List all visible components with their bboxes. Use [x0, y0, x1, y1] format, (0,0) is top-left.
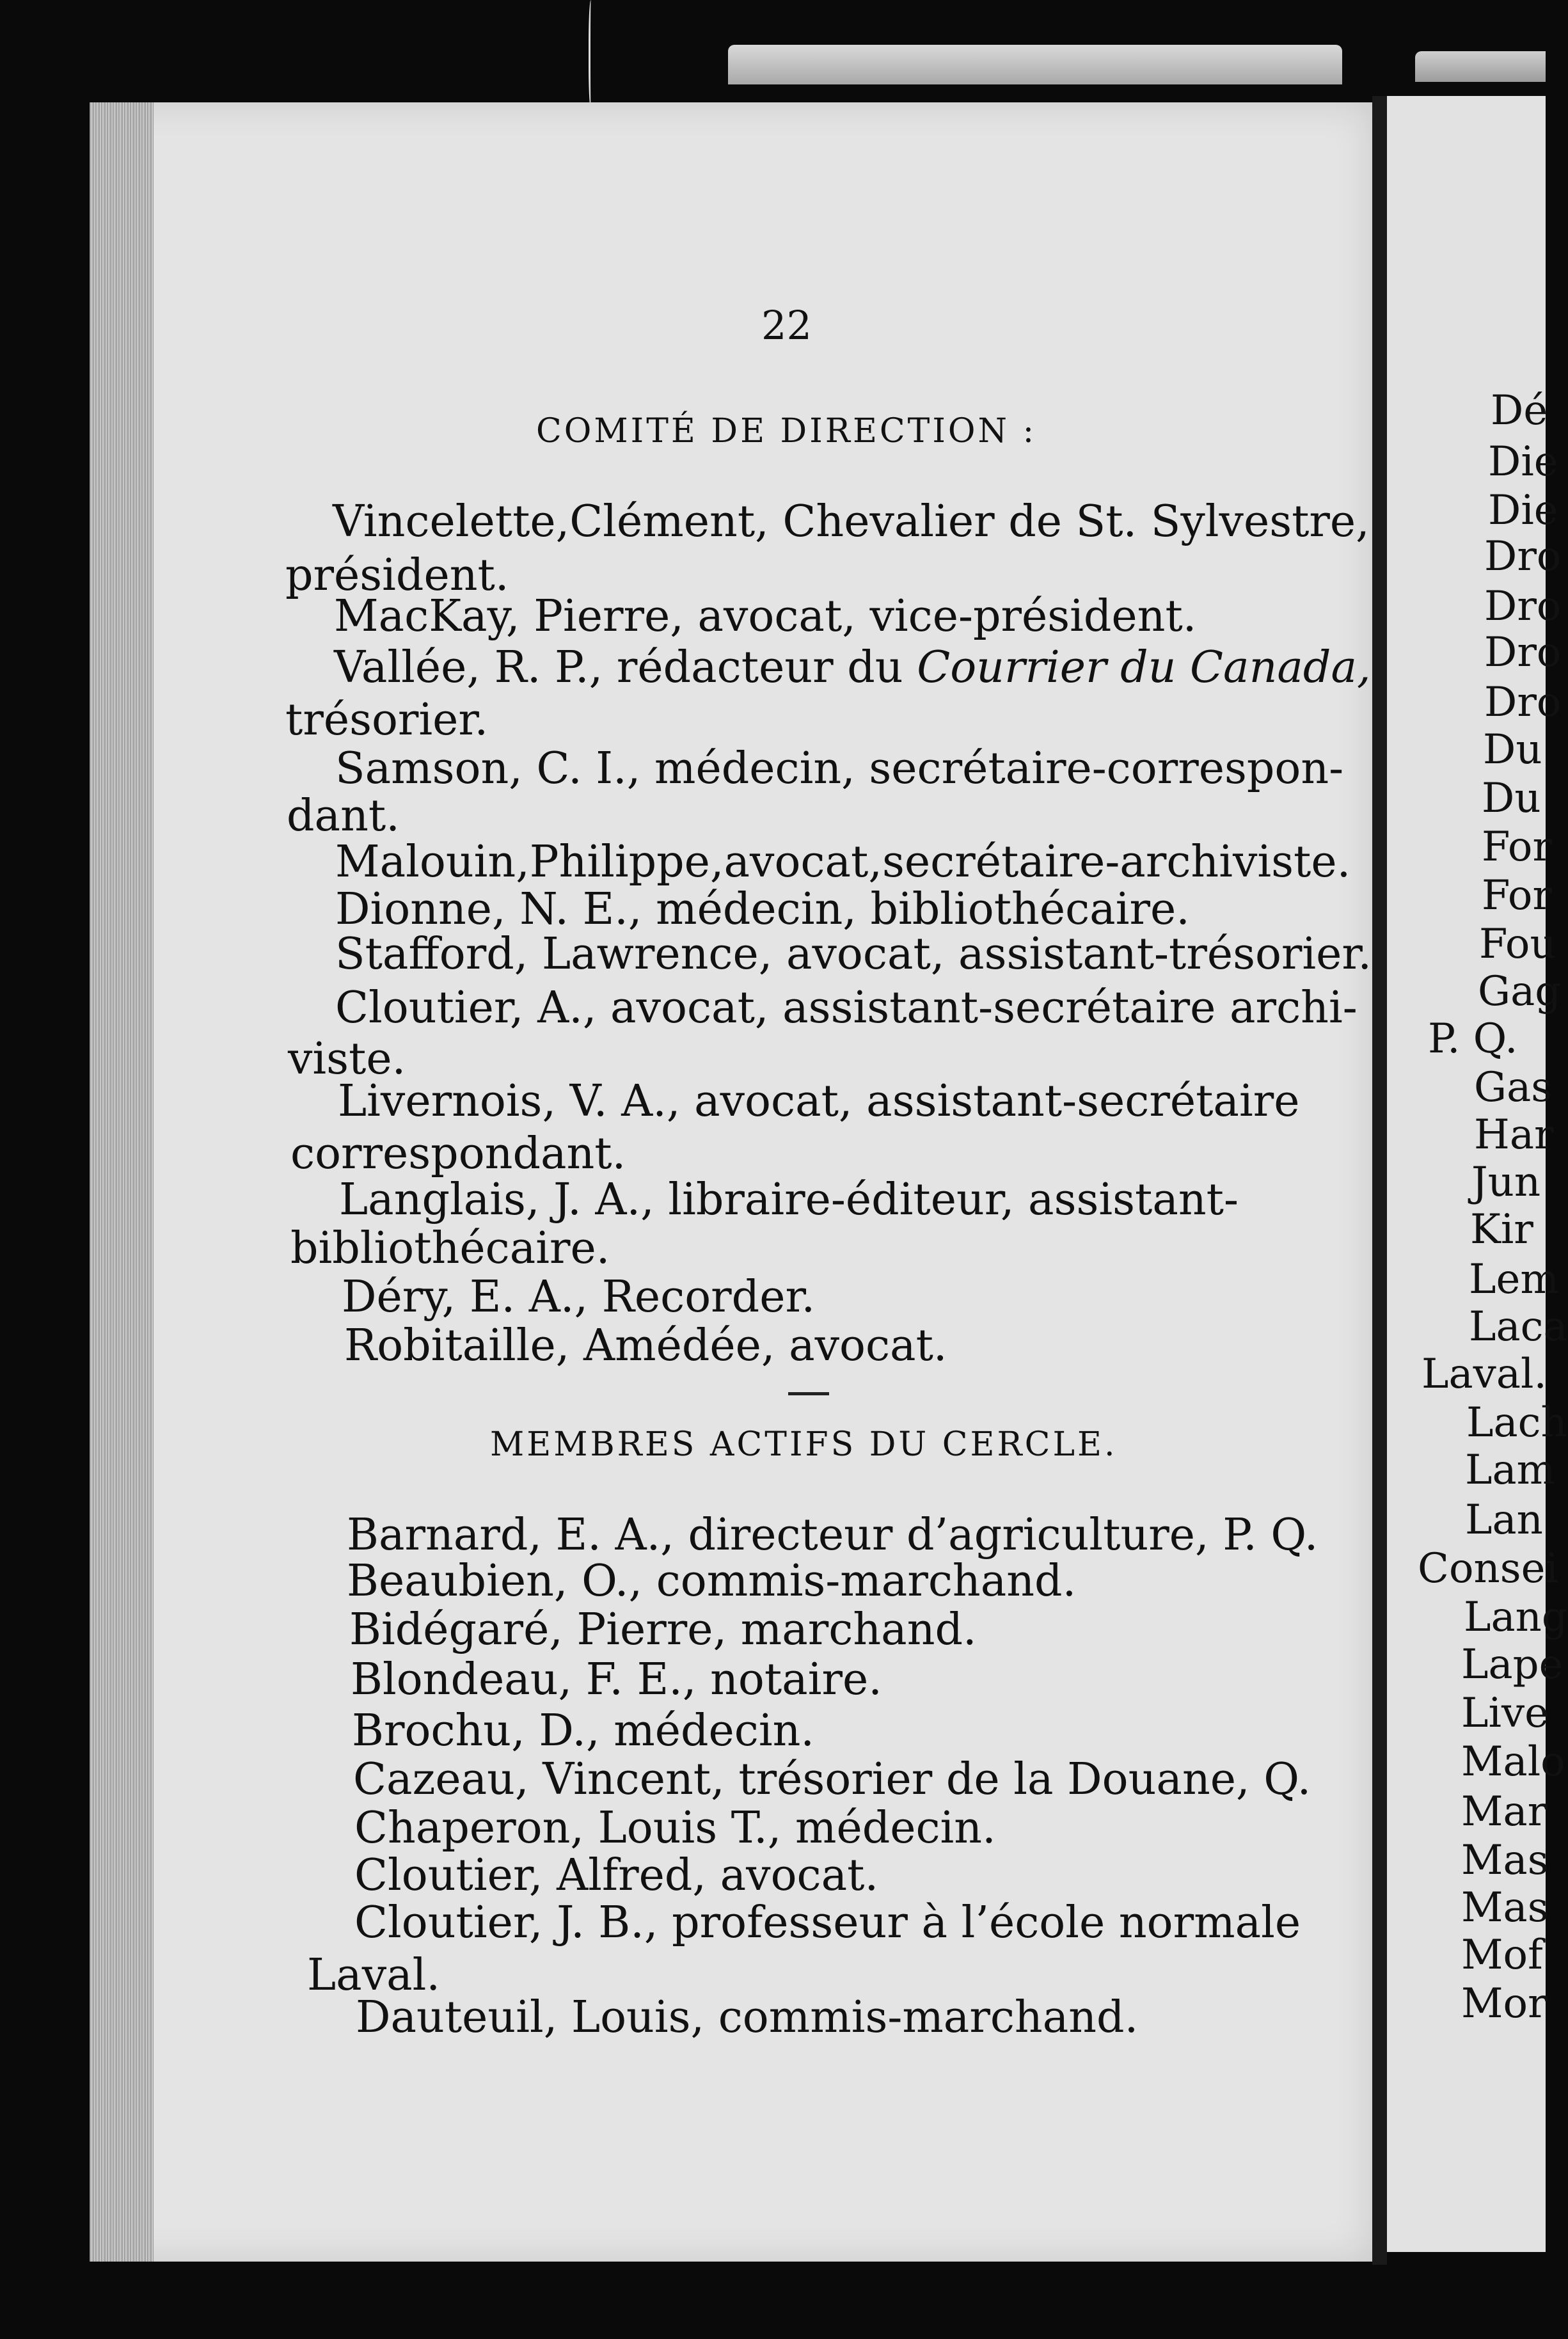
committee-line: Livernois, V. A., avocat, assistant-secrétaire — [338, 1076, 1300, 1127]
right-page-fragment: Mof — [1461, 1931, 1543, 1979]
right-page-fragment: Dro — [1484, 533, 1562, 580]
committee-line: Langlais, J. A., libraire-éditeur, assistant- — [339, 1175, 1239, 1225]
member-line: Bidégaré, Pierre, marchand. — [349, 1605, 977, 1655]
right-page-tab — [1415, 51, 1546, 82]
committee-line: dant. — [287, 791, 400, 841]
right-page-fragment: For — [1482, 872, 1553, 919]
left-page-tab — [728, 45, 1342, 84]
right-page-fragment: Lan — [1465, 1496, 1543, 1544]
committee-line: président. — [285, 550, 509, 601]
committee-line: Robitaille, Amédée, avocat. — [344, 1320, 947, 1371]
right-page-fragment: Du — [1482, 775, 1541, 822]
right-page-fragment: Live — [1461, 1690, 1549, 1737]
section-divider — [788, 1392, 829, 1395]
right-page-fragment: Mor — [1461, 1980, 1548, 2027]
newspaper-title: Courrier du Canada, — [917, 642, 1371, 693]
right-page-fragment: Laval. — [1421, 1351, 1547, 1398]
member-line: Chaperon, Louis T., médecin. — [354, 1803, 996, 1853]
right-page-fragment: Malo — [1461, 1738, 1565, 1786]
right-page-fragment: Mas — [1461, 1837, 1549, 1884]
right-page-fragment: Dro — [1484, 629, 1562, 676]
book-gutter — [1372, 96, 1387, 2265]
member-line: Cloutier, Alfred, avocat. — [354, 1850, 879, 1901]
committee-line: Cloutier, A., avocat, assistant-secrétaire archi- — [335, 983, 1358, 1033]
right-page-fragment: Die — [1488, 438, 1558, 486]
committee-line: viste. — [288, 1034, 406, 1084]
committee-line — [334, 642, 1371, 693]
right-page-fragment: Gas — [1474, 1064, 1553, 1111]
right-page-fragment: Gag — [1478, 968, 1562, 1015]
page-number: 22 — [761, 302, 812, 349]
right-page-fragment: Kir — [1470, 1206, 1533, 1253]
right-page-fragment: Dé — [1491, 387, 1548, 434]
members-heading: MEMBRES ACTIFS DU CERCLE. — [490, 1425, 1118, 1464]
member-line: Barnard, E. A., directeur d’agriculture, P. Q. — [347, 1510, 1319, 1560]
right-page-fragment: Lach — [1466, 1399, 1567, 1447]
right-page-fragment: P. Q. — [1428, 1015, 1518, 1063]
committee-line: Vincelette,Clément, Chevalier de St. Sylvestre, — [333, 496, 1370, 547]
right-page-fragment: Du — [1483, 726, 1542, 773]
right-page-fragment: Lam — [1465, 1447, 1556, 1494]
member-line: Cazeau, Vincent, trésorier de la Douane, Q. — [353, 1754, 1311, 1805]
committee-line: MacKay, Pierre, avocat, vice-président. — [334, 591, 1197, 642]
committee-line: Samson, C. I., médecin, secrétaire-correspon- — [335, 743, 1344, 794]
committee-line-text: Vallée, R. P., rédacteur du — [334, 642, 917, 693]
right-page-fragment: Lang — [1464, 1594, 1568, 1641]
right-page-fragment: For — [1482, 823, 1553, 871]
right-page-fragment: Dro — [1484, 679, 1562, 726]
thread-decoration — [589, 0, 594, 109]
member-line: Cloutier, J. B., professeur à l’école normale — [354, 1898, 1301, 1948]
right-page-fragment: Lape — [1461, 1641, 1564, 1688]
committee-line: Malouin,Philippe,avocat,secrétaire-archiviste. — [335, 837, 1351, 887]
member-line: Beaubien, O., commis-marchand. — [347, 1556, 1077, 1606]
right-page-fragment: Lem — [1469, 1256, 1560, 1303]
right-page-fragment: Dro — [1484, 583, 1562, 630]
member-line: Dauteuil, Louis, commis-marchand. — [356, 1992, 1139, 2043]
member-line: Brochu, D., médecin. — [352, 1706, 814, 1756]
committee-line: Déry, E. A., Recorder. — [342, 1272, 816, 1322]
committee-line: correspondant. — [290, 1129, 626, 1179]
right-page-fragment: Laca — [1469, 1303, 1568, 1351]
right-page-fragment: Mar — [1461, 1788, 1548, 1836]
right-page-fragment: Har — [1474, 1111, 1554, 1159]
committee-heading: COMITÉ DE DIRECTION : — [536, 412, 1037, 450]
right-page-fragment: Fou — [1479, 921, 1556, 968]
committee-line: Stafford, Lawrence, avocat, assistant-trésorier. — [335, 929, 1372, 979]
right-page-fragment: Consei — [1418, 1545, 1558, 1592]
right-page-fragment: Jun — [1471, 1159, 1541, 1206]
member-line: Blondeau, F. E., notaire. — [351, 1654, 882, 1705]
right-page-fragment: Die — [1488, 487, 1558, 534]
right-page-fragment: Mas — [1461, 1884, 1549, 1931]
committee-line: Dionne, N. E., médecin, bibliothécaire. — [335, 884, 1190, 935]
member-line: Laval. — [307, 1950, 441, 2001]
committee-line: trésorier. — [285, 695, 489, 745]
committee-line: bibliothécaire. — [290, 1223, 610, 1274]
page-edges — [90, 102, 154, 2262]
